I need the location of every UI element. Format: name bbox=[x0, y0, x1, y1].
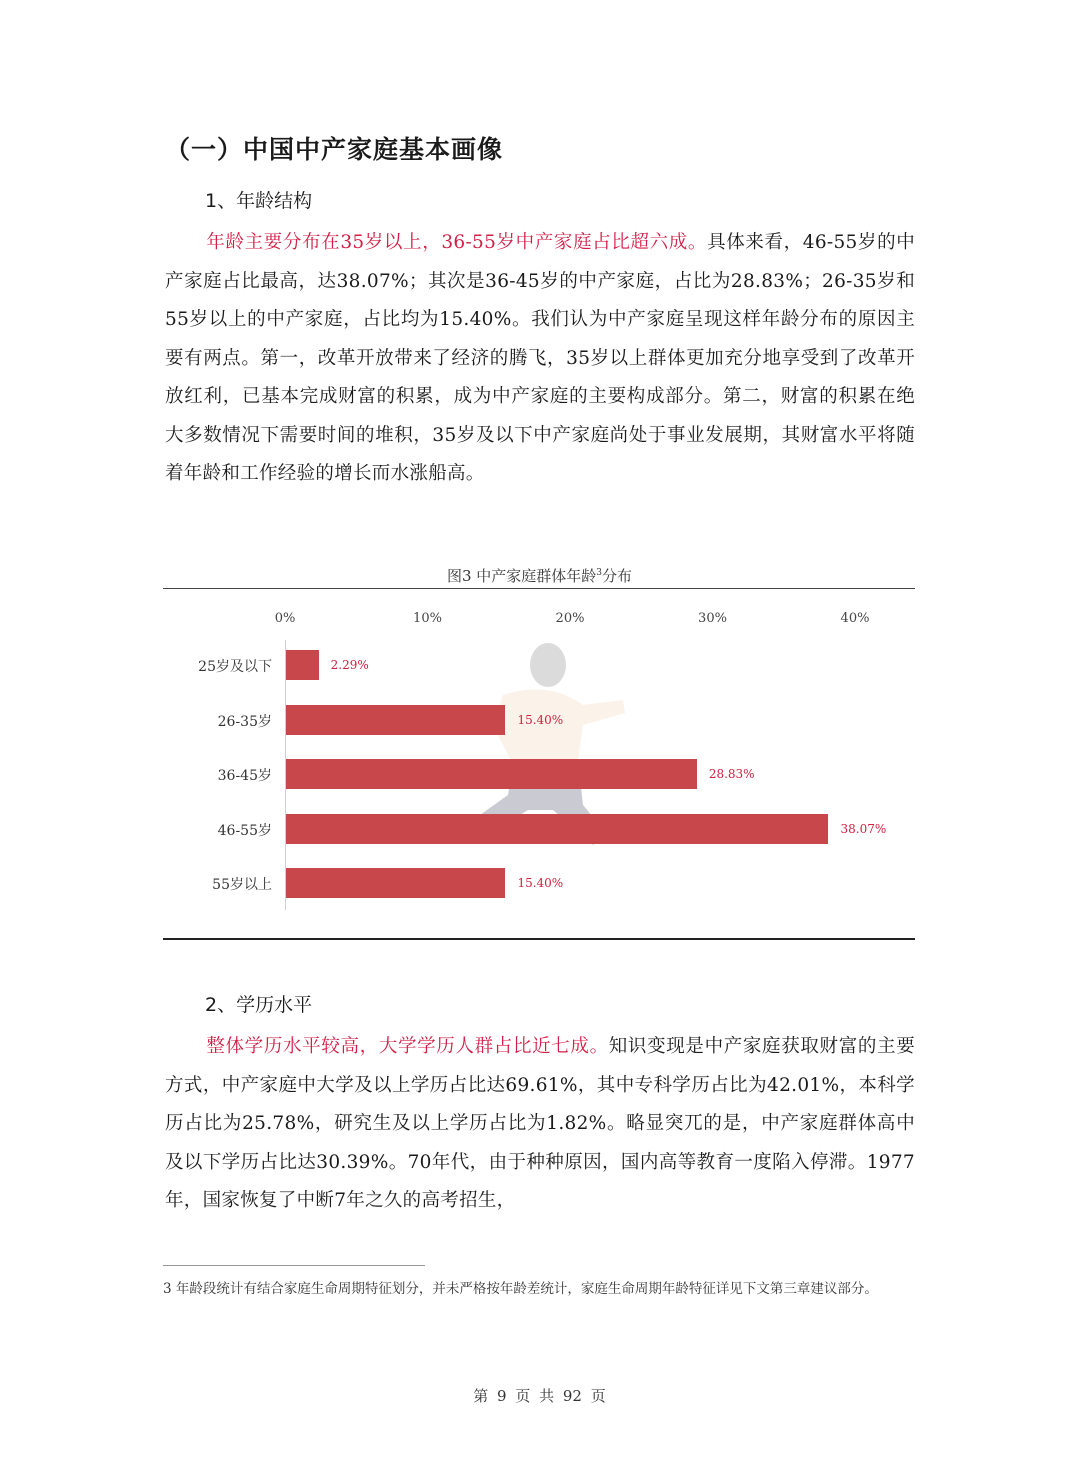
bar-value-label: 38.07% bbox=[840, 821, 887, 836]
category-label: 26-35岁 bbox=[217, 713, 272, 730]
bar-value-label: 28.83% bbox=[708, 767, 755, 781]
category-label: 46-55岁 bbox=[217, 822, 272, 839]
bar bbox=[286, 705, 505, 735]
category-label: 55岁以上 bbox=[212, 877, 272, 893]
x-tick-label: 30% bbox=[698, 611, 727, 626]
category-label: 36-45岁 bbox=[217, 768, 272, 784]
age-highlight-text: 年龄主要分布在35岁以上，36-55岁中产家庭占比超六成。 bbox=[206, 232, 708, 253]
education-body-text: 知识变现是中产家庭获取财富的主要方式，中产家庭中大学及以上学历占比达69.61%，其中专科学历占比为42.01%，本科学历占比为25.78%，研究生及以上学历占比为1.82%。略显突兀的是，中产家庭群体高中及以下学历占比达30.39%。70年代，由于种种原因，国内高等教育一度陷入停滞。1977年，国家恢复了中断7年之久的高考招生， bbox=[165, 1036, 915, 1211]
bar-value-label: 15.40% bbox=[517, 876, 564, 890]
footnote-ref[interactable]: 3 bbox=[596, 568, 603, 578]
x-tick-label: 20% bbox=[555, 611, 585, 626]
caption-text: 图3 中产家庭群体年龄 bbox=[446, 567, 597, 585]
figure-bottom-rule bbox=[163, 938, 915, 940]
age-structure-heading: 1、年龄结构 bbox=[205, 190, 313, 212]
figure-caption bbox=[0, 565, 1079, 586]
footnote-separator bbox=[163, 1265, 425, 1266]
bar bbox=[286, 814, 828, 844]
bar bbox=[286, 868, 505, 898]
section-title: （一）中国中产家庭基本画像 bbox=[165, 135, 504, 164]
age-paragraph bbox=[165, 224, 915, 494]
bar-value-label: 2.29% bbox=[330, 658, 369, 672]
x-tick-label: 0% bbox=[274, 611, 296, 626]
category-label: 25岁及以下 bbox=[198, 659, 272, 675]
education-highlight-text: 整体学历水平较高，大学学历人群占比近七成。 bbox=[206, 1036, 609, 1057]
page-number: 第 9 页 共 92 页 bbox=[473, 1387, 606, 1405]
bar-value-label: 15.40% bbox=[517, 712, 564, 727]
footnote: 3 年龄段统计有结合家庭生命周期特征划分，并未严格按年龄差统计，家庭生命周期年龄特征详见下文第三章建议部分。 bbox=[163, 1281, 878, 1297]
age-body-text: 具体来看，46-55岁的中产家庭占比最高，达38.07%；其次是36-45岁的中产家庭，占比为28.83%；26-35岁和55岁以上的中产家庭，占比均为15.40%。我们认为中产家庭呈现这样年龄分布的原因主要有两点。第一，改革开放带来了经济的腾飞，35岁以上群体更加充分地享受到了改革开放红利，已基本完成财富的积累，成为中产家庭的主要构成部分。第二，财富的积累在绝大多数情况下需要时间的堆积，35岁及以下中产家庭尚处于事业发展期，其财富水平将随着年龄和工作经验的增长而水涨船高。 bbox=[165, 232, 916, 484]
age-distribution-chart bbox=[163, 595, 915, 930]
bar bbox=[286, 650, 319, 680]
education-heading: 2、学历水平 bbox=[205, 994, 313, 1016]
x-tick-label: 10% bbox=[413, 611, 442, 626]
caption-suffix: 分布 bbox=[602, 567, 633, 585]
education-paragraph bbox=[165, 1028, 915, 1221]
bar bbox=[286, 759, 697, 789]
figure-top-rule bbox=[163, 588, 915, 589]
x-tick-label: 40% bbox=[840, 611, 870, 626]
